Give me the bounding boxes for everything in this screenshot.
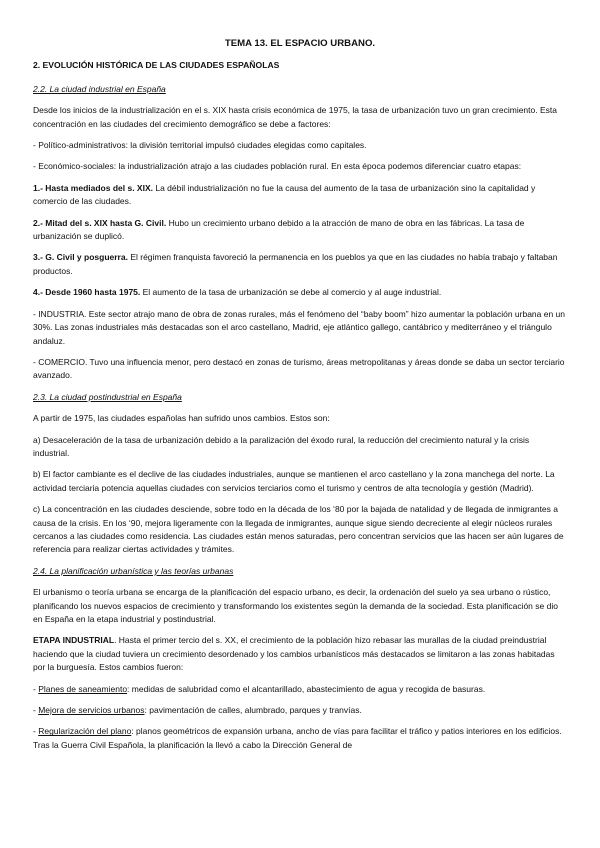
paragraph-etapa-4 [33,286,567,299]
paragraph-economico: - Económico-sociales: la industrialización atrajo a las ciudades población rural. En esta época podemos diferenciar cuatro etapas: [33,161,522,172]
etapa-industrial-label: ETAPA INDUSTRIAL [33,635,115,646]
etapa-2-text: Hubo un crecimiento urbano debido a la atracción de mano de obra en las fábricas. La tasa de urbanización se duplicó. [33,217,525,242]
paragraph-etapa-3 [33,251,567,278]
paragraph-urbanismo: El urbanismo o teoría urbana se encarga de la planificación del espacio urbano, es decir, la ordenación del suelo ya sea urbano o rústico, planificando los nuevos espacios de crecimiento y transformando los existentes según la demanda de la sociedad. Esta planificación se dio en España en la etapa industrial y postindustrial. [33,587,558,624]
regularizacion-label: Regularización del plano [38,726,132,737]
etapa-1-text: La débil industrialización no fue la causa del aumento de la tasa de urbanización sino la capitalidad y comercio de las ciudades. [33,182,536,207]
paragraph-planes: - Planes de saneamiento: medidas de salubridad como el alcantarillado, abastecimiento de agua y recogida de basuras. [33,683,486,694]
document-title: TEMA 13. EL ESPACIO URBANO. [224,38,376,49]
etapa-1-label: 1.- Hasta mediados del s. XIX. [33,182,153,193]
section-heading: 2. EVOLUCIÓN HISTÓRICA DE LAS CIUDADES ESPAÑOLAS [33,60,280,71]
etapa-4-text: El aumento de la tasa de urbanización se debe al comercio y al auge industrial. [140,287,442,298]
paragraph-intro: Desde los inicios de la industrialización en el s. XIX hasta crisis económica de 1975, la tasa de urbanización tuvo un gran crecimiento. Esta concentración en las ciudades del crecimiento demográfico se debe a factores: [33,105,557,129]
paragraph-regularizacion: - Regularización del plano: planos geométricos de expansión urbana, ancho de vías para facilitar el tráfico y patios interiores en los edificios. Tras la Guerra Civil Española, la planificación la llevó a cabo la Dirección General de [33,726,562,750]
paragraph-industria: - INDUSTRIA. Este sector atrajo mano de obra de zonas rurales, más el fenómeno del “baby boom” hizo aumentar la población urbana en un 30%. Las zonas industriales más destacadas son el arco castellano, Madrid, eje atlántico gallego, cantábrico y mediterráneo y el triángulo andaluz. [33,308,566,346]
etapa-3-label: 3.- G. Civil y posguerra. [33,252,128,263]
etapa-2-label: 2.- Mitad del s. XIX hasta G. Civil. [33,217,167,228]
etapa-industrial-text: . Hasta el primer tercio del s. XX, el crecimiento de la población hizo rebasar las murallas de la ciudad preindustrial haciendo que la ciudad tuviera un crecimiento desordenado y los cambios urbanísticos más destacados se limitaron a las zonas habitadas por la burguesía. Estos cambios fueron: [33,635,555,673]
paragraph-mejora: - Mejora de servicios urbanos: pavimentación de calles, alumbrado, parques y tranvías. [33,705,362,716]
subsection-heading-2-4: 2.4. La planificación urbanística y las teorías urbanas [33,565,234,576]
etapa-4-label: 4.- Desde 1960 hasta 1975. [33,287,141,298]
paragraph-etapa-industrial [33,634,567,674]
paragraph-politico: - Político-administrativos: la división territorial impulsó ciudades elegidas como capitales. [33,140,367,151]
subsection-heading-2-2: 2.2. La ciudad industrial en España [33,83,166,94]
paragraph-a: a) Desaceleración de la tasa de urbanización debido a la paralización del éxodo rural, la reducción del crecimiento natural y la crisis industrial. [33,434,530,458]
subsection-heading-2-3: 2.3. La ciudad postindustrial en España [33,391,182,402]
regularizacion-text: : planos geométricos de expansión urbana, ancho de vías para facilitar el tráfico y patios interiores en los edificios. Tras la Guerra Civil Española, la planificación la llevó a cabo la Dirección General de [33,726,562,750]
paragraph-etapa-1 [33,182,567,209]
mejora-label: Mejora de servicios urbanos [38,705,145,716]
paragraph-b: b) El factor cambiante es el declive de las ciudades industriales, aunque se mantienen el arco castellano y la zona manchega del norte. La actividad terciaria potencia aquellas ciudades con servicios terciarios como el turismo y centros de alta tecnología y gestión (Madrid). [33,469,555,493]
paragraph-comercio: - COMERCIO. Tuvo una influencia menor, pero destacó en zonas de turismo, áreas metropolitanas y áreas donde se daba un sector terciario avanzado. [33,356,565,381]
document-page [33,37,567,760]
paragraph-a-partir: A partir de 1975, las ciudades españolas han sufrido unos cambios. Estos son: [33,413,330,424]
paragraph-c: c) La concentración en las ciudades desciende, sobre todo en la década de los ‘80 por la bajada de natalidad y de llegada de inmigrantes a causa de la crisis. En los ‘90, mejora ligeramente con la llegada de inmigrantes, aunque sigue siendo decreciente al elegir núcleos rurales cercanos a las ciudades como residencia. Las ciudades están menos saturadas, pero concentran servicios que las hacen ser aún lugares de referencia para realizar ciertas actividades y trámites. [33,504,564,555]
mejora-text: : pavimentación de calles, alumbrado, parques y tranvías. [144,705,362,716]
planes-text: : medidas de salubridad como el alcantarillado, abastecimiento de agua y recogida de basuras. [127,683,486,694]
paragraph-etapa-2 [33,217,567,244]
planes-label: Planes de saneamiento [38,683,128,694]
etapa-3-text: El régimen franquista favoreció la permanencia en los pueblos ya que en las ciudades no había trabajo y faltaban productos. [33,252,558,276]
